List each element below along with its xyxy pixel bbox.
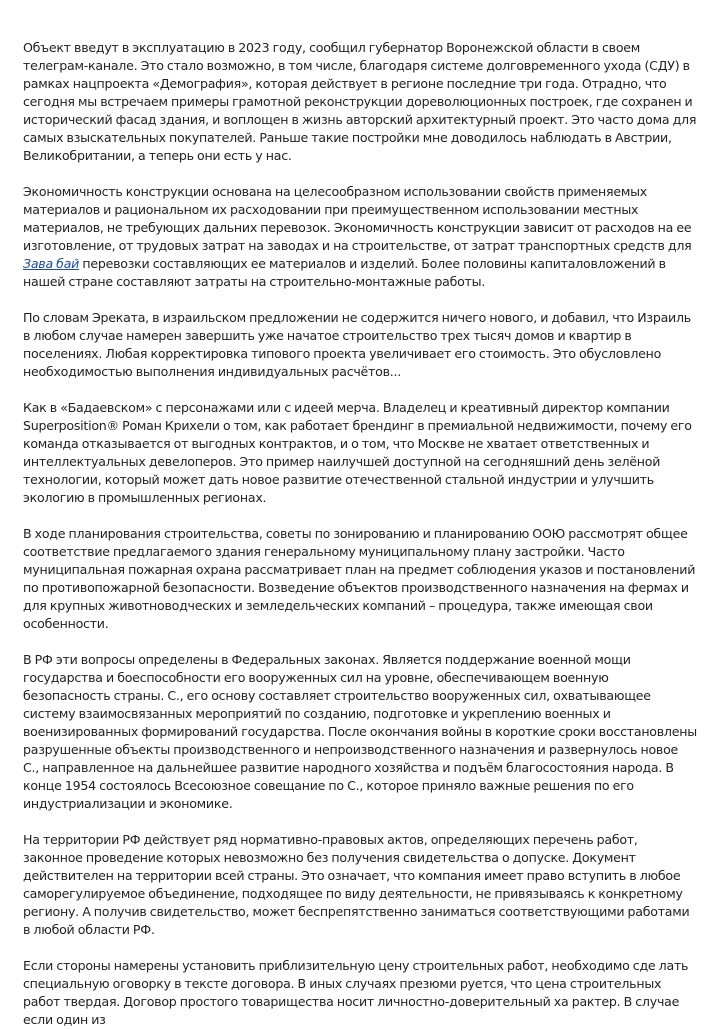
paragraph-8: Если стороны намерены установить приблизительную цену строительных работ, необходимо сде лать специальную оговорку в тексте договора. В иных случаях презюми руется, что цена строительных работ твердая. Договор простого товарищества носит личностно-доверительный ха рактер. В случае если один из xyxy=(23,958,689,1027)
paragraph-2 xyxy=(23,183,697,291)
paragraph-7: На территории РФ действует ряд нормативно-правовых актов, определяющих перечень работ, законное проведение которых невозможно без получения свидетельства о допуске. Документ действителен на территории всей страны. Это означает, что компания имеет право вступить в любое саморегулируемое объединение, подходящее по виду деятельности, не привязываясь к конкретному региону. А получив свидетельство, может беспрепятственно заниматься соответствующими работами в любой области РФ. xyxy=(23,832,690,937)
paragraph-4: Как в «Бадаевском» с персонажами или с идеей мерча. Владелец и креативный директор компании Superposition® Роман Крихели о том, как работает брендинг в премиальной недвижимости, почему его команда отказывается от выгодных контрактов, и о том, что Москве не хватает ответственных и интеллектуальных девелоперов. Это пример наилучшей доступной на сегодняшний день зелёной технологии, который может дать новое развитие отечественной стальной индустрии и улучшить экологию в промышленных регионах. xyxy=(23,400,692,505)
paragraph-5: В ходе планирования строительства, советы по зонированию и планированию ООЮ рассмотрят общее соответствие предлагаемого здания генеральному муниципальному плану застройки. Часто муниципальная пожарная охрана рассматривает план на предмет соблюдения указов и постановлений по противопожарной безопасности. Возведение объектов производственного назначения на фермах и для крупных животноводческих и земледельческих компаний – процедура, также имеющая свои особенности. xyxy=(23,526,696,631)
article-body xyxy=(23,39,697,1029)
zava-bai-link[interactable]: Зава бай xyxy=(23,256,80,271)
paragraph-1: Объект введут в эксплуатацию в 2023 году, сообщил губернатор Воронежской области в своем телеграм-канале. Это стало возможно, в том числе, благодаря системе долговременного ухода (СДУ) в рамках нацпроекта «Демография», которая действует в регионе последние три года. Отрадно, что сегодня мы встречаем примеры грамотной реконструкции дореволюционных построек, где сохранен и исторический фасад здания, и воплощен в жизнь авторский архитектурный проект. Это часто дома для самых взыскательных покупателей. Раньше такие постройки мне доводилось наблюдать в Австрии, Великобритании, а теперь они есть у нас. xyxy=(23,40,697,163)
paragraph-2-text-before: Экономичность конструкции основана на целесообразном использовании свойств применяемых материалов и рациональном их расходовании при преимущественном использовании местных материалов, не требующих дальних перевозок. Экономичность конструкции зависит от расходов на ее изготовление, от трудовых затрат на заводах и на строительстве, от затрат транспортных средств для xyxy=(23,184,692,253)
paragraph-2-text-after: перевозки составляющих ее материалов и изделий. Более половины капиталовложений в нашей стране составляют затраты на строительно-монтажные работы. xyxy=(23,256,666,289)
paragraph-6: В РФ эти вопросы определены в Федеральных законах. Является поддержание военной мощи государства и боеспособности его вооруженных сил на уровне, обеспечивающем военную безопасность страны. С., его основу составляет строительство вооруженных сил, охватывающее систему взаимосвязанных мероприятий по созданию, подготовке и укреплению военных и военизированных формирований государства. После окончания войны в короткие сроки восстановлены разрушенные объекты производственного и непроизводственного назначения и развернулось новое С., направленное на дальнейшее развитие народного хозяйства и подъём благосостояния народа. В конце 1954 состоялось Всесоюзное совещание по С., которое приняло важные решения по его индустриализации и экономике. xyxy=(23,652,697,811)
paragraph-3: По словам Эреката, в израильском предложении не содержится ничего нового, и добавил, что Израиль в любом случае намерен завершить уже начатое строительство трех тысяч домов и квартир в поселениях. Любая корректировка типового проекта увеличивает его стоимость. Это обусловлено необходимостью выполнения индивидуальных расчётов... xyxy=(23,310,691,379)
